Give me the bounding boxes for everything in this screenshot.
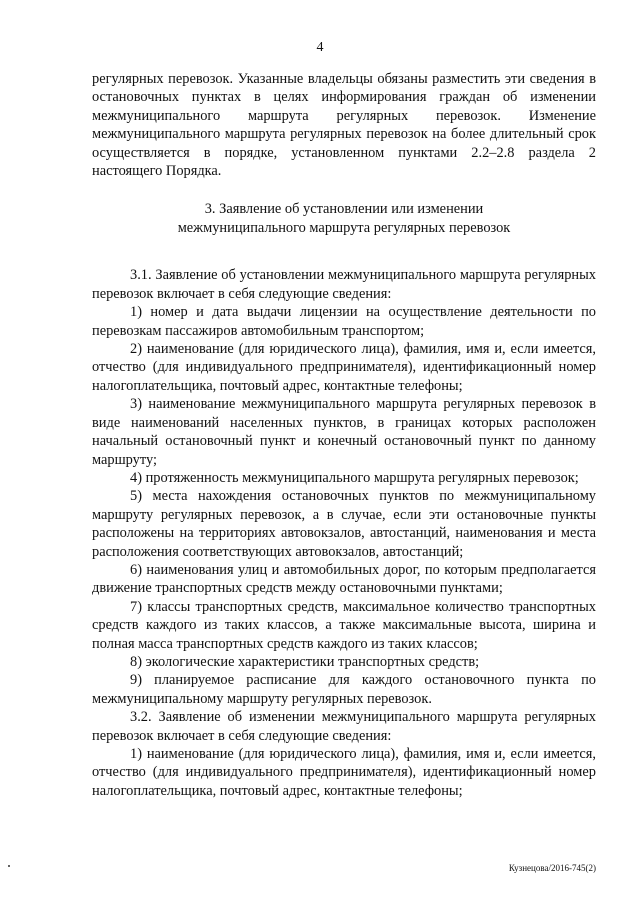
list-item: 5) места нахождения остановочных пунктов по межмуниципальному маршруту регулярных перевозок, а в случае, если эти остановочные пункты расположены на территориях автовокзалов, автостанций, наименования и места расположения соответствующих автовокзалов, автостанций; xyxy=(92,488,596,560)
list-item: 1) номер и дата выдачи лицензии на осуществление деятельности по перевозкам пассажиров автомобильным транспортом; xyxy=(92,304,596,339)
paragraph: регулярных перевозок. Указанные владельцы обязаны разместить эти сведения в остановочных пунктах в целях информирования граждан об изменении межмуниципального маршрута регулярных перевозок. Изменение межмуниципального маршрута регулярных перевозок на более длительный срок осуществляется в порядке, установленном пунктами 2.2–2.8 раздела 2 настоящего Порядка. xyxy=(92,71,596,180)
list-item: 8) экологические характеристики транспортных средств; xyxy=(130,653,480,670)
paragraph: 3.1. Заявление об установлении межмуниципального маршрута регулярных перевозок включает в себя следующие сведения: xyxy=(92,267,596,302)
list-item: 4) протяженность межмуниципального маршрута регулярных перевозок; xyxy=(130,469,579,486)
list-item: 6) наименования улиц и автомобильных дорог, по которым предполагается движение транспортных средств между остановочными пунктами; xyxy=(92,561,596,597)
section-title-line1: 3. Заявление об установлении или изменении xyxy=(204,201,484,218)
section-title-line2: межмуниципального маршрута регулярных перевозок xyxy=(177,220,511,237)
list-item: 7) классы транспортных средств, максимальное количество транспортных средств каждого из таких классов, а также максимальные высота, ширина и полная масса транспортных средств каждого из таких классов; xyxy=(92,598,596,652)
document-body xyxy=(92,70,596,800)
page-number: 4 xyxy=(316,40,324,55)
list-item: 9) планируемое расписание для каждого остановочного пункта по межмуниципальному маршруту регулярных перевозок. xyxy=(92,672,596,707)
scan-dot xyxy=(8,865,10,867)
list-item: 2) наименование (для юридического лица), фамилия, имя и, если имеется, отчество (для индивидуального предпринимателя), идентификационный номер налогоплательщика, почтовый адрес, контактные телефоны; xyxy=(92,341,596,394)
list-item: 1) наименование (для юридического лица), фамилия, имя и, если имеется, отчество (для индивидуального предпринимателя), идентификационный номер налогоплательщика, почтовый адрес, контактные телефоны; xyxy=(92,746,596,799)
section-title xyxy=(92,200,596,238)
paragraph: 3.2. Заявление об изменении межмуниципального маршрута регулярных перевозок включает в себя следующие сведения: xyxy=(92,709,596,744)
list-item: 3) наименование межмуниципального маршрута регулярных перевозок в виде наименований населенных пунктов, в границах которых расположен начальный остановочный пункт и конечный остановочный пункт по данному маршруту; xyxy=(92,396,596,468)
footer-code: Кузнецова/2016-745(2) xyxy=(508,863,596,873)
